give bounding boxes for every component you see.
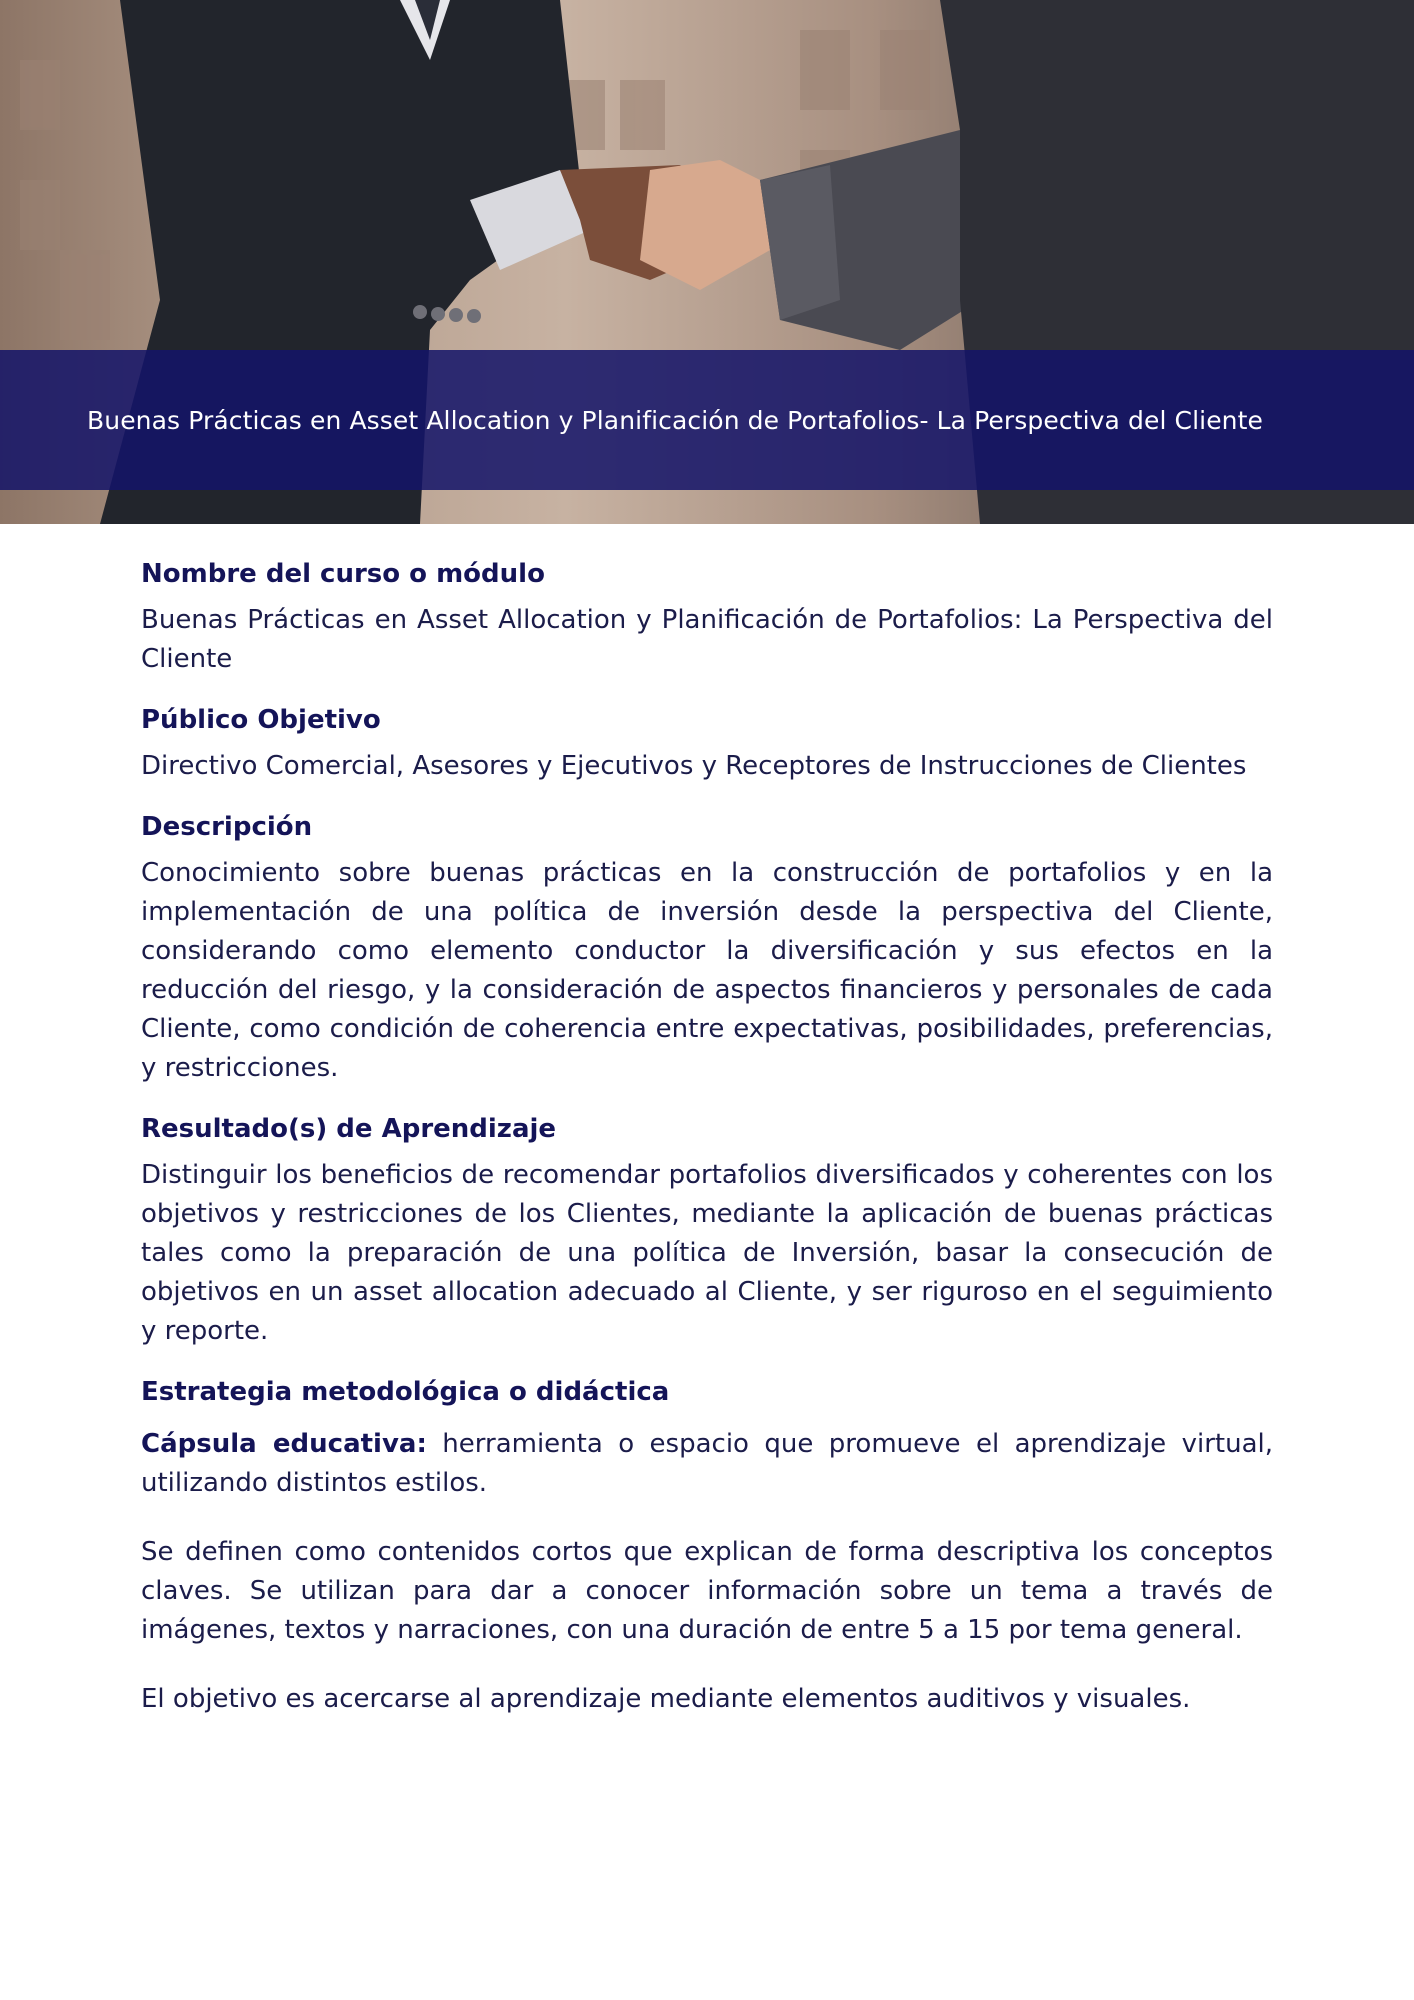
banner-title: Buenas Prácticas en Asset Allocation y Planificación de Portafolios- La Perspectiva del Cliente — [87, 405, 1264, 435]
hero-image — [0, 0, 1414, 524]
title-banner — [0, 350, 1414, 490]
learning-outcomes-text: Distinguir los beneficios de recomendar portafolios diversificados y coherentes con los objetivos y restricciones de los Clientes, mediante la aplicación de buenas prácticas tales como la preparación de una política de Inversión, basar la consecución de objetivos en un asset allocation adecuado al Cliente, y ser riguroso en el seguimiento y reporte. — [141, 1160, 1273, 1346]
audience-heading: Público Objetivo — [141, 705, 381, 735]
capsule-label: Cápsula educativa: — [141, 1429, 427, 1459]
description-heading: Descripción — [141, 812, 313, 842]
capsule-text: herramienta o espacio que promueve el aprendizaje virtual, utilizando distintos estilos. — [141, 1429, 1273, 1498]
learning-outcomes-heading: Resultado(s) de Aprendizaje — [141, 1114, 557, 1144]
strategy-heading: Estrategia metodológica o didáctica — [141, 1377, 670, 1407]
strategy-paragraph-3: El objetivo es acercarse al aprendizaje mediante elementos auditivos y visuales. — [141, 1684, 1191, 1714]
audience-text: Directivo Comercial, Asesores y Ejecutivos y Receptores de Instrucciones de Clientes — [141, 751, 1247, 781]
strategy-paragraph-2: Se definen como contenidos cortos que explican de forma descriptiva los conceptos claves. Se utilizan para dar a conocer información sobre un tema a través de imágenes, textos y narraciones, con una duración de entre 5 a 15 por tema general. — [141, 1537, 1273, 1645]
course-content — [141, 555, 1273, 1719]
description-text: Conocimiento sobre buenas prácticas en la construcción de portafolios y en la implementación de una política de inversión desde la perspectiva del Cliente, considerando como elemento conductor la diversificación y sus efectos en la reducción del riesgo, y la consideración de aspectos financieros y personales de cada Cliente, como condición de coherencia entre expectativas, posibilidades, preferencias, y restricciones. — [141, 858, 1273, 1083]
course-name-text: Buenas Prácticas en Asset Allocation y Planificación de Portafolios: La Perspectiva del Cliente — [141, 605, 1273, 674]
capsule-paragraph — [141, 1425, 1273, 1503]
course-name-heading: Nombre del curso o módulo — [141, 559, 545, 589]
